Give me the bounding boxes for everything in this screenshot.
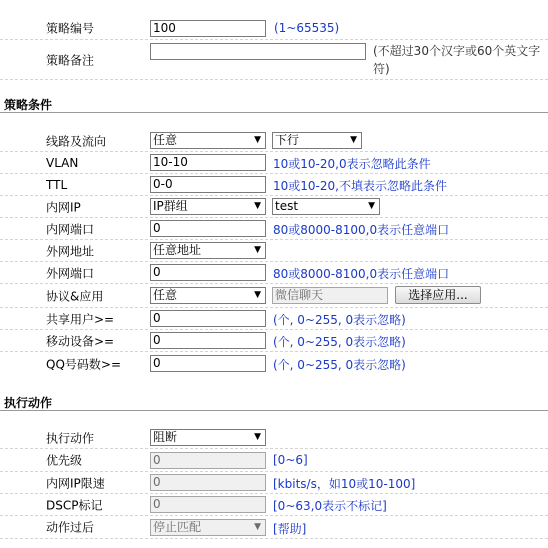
priority-hint: [0~6] [273, 453, 308, 467]
vlan-row [0, 152, 548, 174]
chevron-down-icon: ▼ [254, 432, 261, 442]
wan-addr-select[interactable] [150, 242, 266, 259]
lan-ip-row [0, 196, 548, 218]
actions-divider [0, 410, 548, 411]
vlan-input[interactable]: 10-10 [150, 154, 266, 171]
after-action-label: 动作过后 [46, 520, 95, 535]
shared-users-row [0, 308, 548, 330]
policy-id-input[interactable]: 100 [150, 20, 266, 37]
wan-port-label: 外网端口 [46, 266, 95, 280]
line-direction-row [0, 130, 548, 152]
action-select-value: 阻断 [153, 430, 178, 444]
policy-remark-hint-1: (不超过30个汉字或60个英文字 [373, 44, 541, 58]
lan-ip-type-value: IP群组 [153, 199, 188, 213]
action-select[interactable] [150, 429, 266, 446]
help-link[interactable]: [帮助] [273, 522, 307, 536]
wan-addr-select-value: 任意地址 [153, 243, 202, 257]
dscp-row [0, 494, 548, 516]
chevron-down-icon: ▼ [254, 135, 261, 145]
action-label: 执行动作 [46, 431, 95, 445]
rate-limit-input[interactable]: 0 [150, 474, 266, 491]
actions-title: 执行动作 [4, 396, 53, 410]
dscp-hint: [0~63,0表示不标记] [273, 499, 387, 513]
policy-remark-row [0, 40, 548, 80]
action-row [0, 427, 548, 449]
lan-port-hint: 80或8000-8100,0表示任意端口 [273, 223, 450, 237]
priority-label: 优先级 [46, 453, 83, 468]
conditions-divider [0, 112, 548, 113]
wan-port-hint: 80或8000-8100,0表示任意端口 [273, 267, 450, 281]
shared-users-hint: (个, 0~255, 0表示忽略) [273, 313, 406, 327]
dscp-label: DSCP标记 [46, 498, 103, 512]
direction-select[interactable] [272, 132, 362, 149]
qq-count-label: QQ号码数>= [46, 357, 122, 372]
ttl-row [0, 174, 548, 196]
chevron-down-icon: ▼ [254, 245, 261, 255]
chevron-down-icon: ▼ [368, 201, 375, 211]
actions-section-header [0, 392, 548, 412]
chevron-down-icon: ▼ [350, 135, 357, 145]
direction-select-value: 下行 [275, 133, 300, 147]
app-display-input[interactable]: 微信聊天 [272, 287, 388, 304]
lan-port-label: 内网端口 [46, 222, 95, 236]
line-select-value: 任意 [153, 133, 178, 147]
rate-limit-hint: [kbits/s，如10或10-100] [273, 477, 416, 491]
policy-id-hint: (1~65535) [274, 21, 340, 35]
proto-select[interactable] [150, 287, 266, 304]
policy-id-label: 策略编号 [46, 21, 95, 35]
rate-limit-label: 内网IP限速 [46, 476, 105, 490]
qq-count-input[interactable]: 0 [150, 355, 266, 372]
shared-users-input[interactable]: 0 [150, 310, 266, 327]
proto-select-value: 任意 [153, 288, 178, 302]
mobile-devices-hint: (个, 0~255, 0表示忽略) [273, 335, 406, 349]
conditions-section-header [0, 94, 548, 114]
wan-addr-label: 外网地址 [46, 244, 95, 258]
line-select[interactable] [150, 132, 266, 149]
ttl-input[interactable]: 0-0 [150, 176, 266, 193]
chevron-down-icon: ▼ [254, 201, 261, 211]
dscp-input[interactable]: 0 [150, 496, 266, 513]
wan-port-input[interactable]: 0 [150, 264, 266, 281]
after-action-select-value: 停止匹配 [153, 520, 202, 534]
mobile-devices-input[interactable]: 0 [150, 332, 266, 349]
lan-ip-label: 内网IP [46, 200, 81, 214]
qq-count-row [0, 352, 548, 376]
choose-app-button[interactable]: 选择应用... [395, 286, 481, 304]
mobile-devices-row [0, 330, 548, 352]
qq-count-hint: (个, 0~255, 0表示忽略) [273, 358, 406, 372]
ttl-hint: 10或10-20,不填表示忽略此条件 [273, 179, 447, 193]
priority-row [0, 449, 548, 472]
vlan-hint: 10或10-20,0表示忽略此条件 [273, 157, 431, 171]
policy-remark-input[interactable] [150, 43, 366, 60]
conditions-title: 策略条件 [4, 98, 53, 112]
shared-users-label: 共享用户>= [46, 312, 115, 326]
chevron-down-icon: ▼ [254, 290, 261, 300]
lan-ip-group-value: test [275, 199, 299, 213]
lan-port-row [0, 218, 548, 240]
proto-app-label: 协议&应用 [46, 289, 104, 303]
priority-input[interactable]: 0 [150, 452, 266, 469]
policy-remark-label: 策略备注 [46, 53, 95, 67]
lan-ip-type-select[interactable] [150, 198, 266, 215]
rate-limit-row [0, 472, 548, 494]
lan-ip-group-select[interactable] [272, 198, 380, 215]
after-action-select[interactable] [150, 519, 266, 536]
after-action-row [0, 516, 548, 539]
wan-addr-row [0, 240, 548, 262]
line-direction-label: 线路及流向 [46, 134, 107, 148]
mobile-devices-label: 移动设备>= [46, 334, 115, 348]
lan-port-input[interactable]: 0 [150, 220, 266, 237]
chevron-down-icon: ▼ [254, 522, 261, 532]
policy-id-row [0, 16, 548, 40]
vlan-label: VLAN [46, 155, 79, 170]
policy-remark-hint-2: 符) [373, 62, 390, 76]
proto-app-row [0, 284, 548, 308]
wan-port-row [0, 262, 548, 284]
ttl-label: TTL [46, 177, 68, 192]
